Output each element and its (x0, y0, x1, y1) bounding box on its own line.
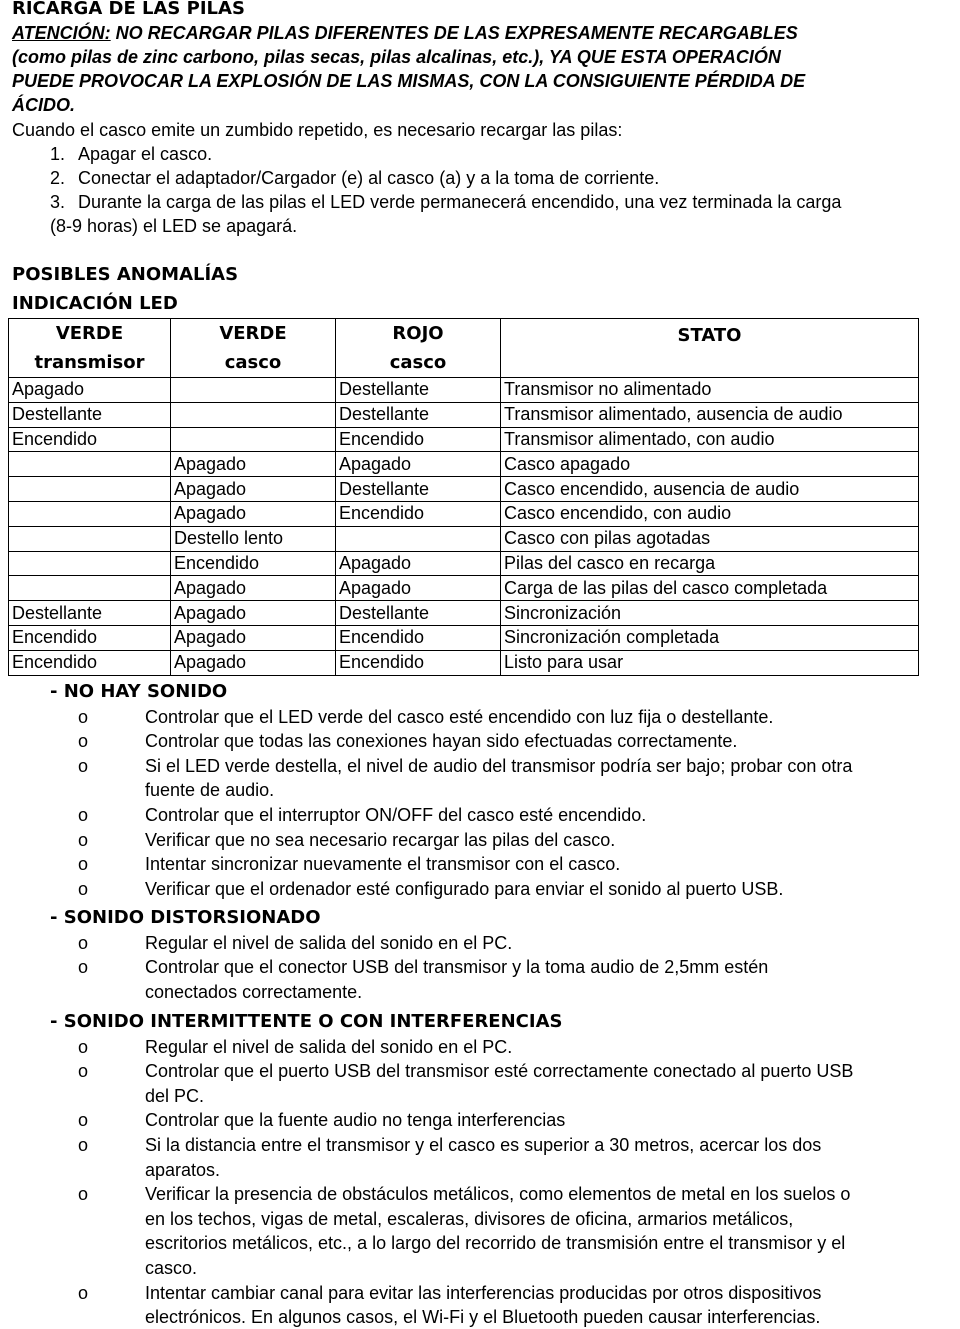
header-line-2: casco (224, 352, 282, 373)
step-2 (50, 166, 659, 190)
warning-line-4: ÁCIDO. (12, 95, 75, 115)
table-body (9, 378, 919, 676)
cell-status: Listo para usar (501, 650, 919, 675)
table-row (9, 378, 919, 403)
bullet-marker: o (78, 706, 89, 727)
cell-status: Transmisor alimentado, ausencia de audio (501, 402, 919, 427)
cell-status: Transmisor alimentado, con audio (501, 427, 919, 452)
list-item-text: Verificar la presencia de obstáculos metálicos, como elementos de metal en los suelos o (145, 1184, 851, 1205)
bullet-marker: o (78, 1184, 89, 1205)
cell-green-transmitter (9, 452, 171, 477)
list-item-text: Regular el nivel de salida del sonido en el PC. (145, 1036, 513, 1057)
bullet-marker: o (78, 854, 89, 875)
header-status (501, 319, 919, 378)
cell-green-transmitter: Encendido (9, 650, 171, 675)
section-heading: - SONIDO DISTORSIONADO (50, 907, 321, 928)
cell-status: Carga de las pilas del casco completada (501, 576, 919, 601)
cell-green-transmitter: Destellante (9, 601, 171, 626)
section-title-recharge: RICARGA DE LAS PILAS (12, 0, 245, 19)
cell-green-headset (171, 378, 336, 403)
cell-status: Casco con pilas agotadas (501, 526, 919, 551)
warning-text-1: NO RECARGAR PILAS DIFERENTES DE LAS EXPRESAMENTE RECARGABLES (110, 23, 798, 43)
header-line-1: VERDE (55, 323, 124, 344)
list-item-text: Controlar que el interruptor ON/OFF del casco esté encendido. (145, 804, 647, 825)
cell-green-headset: Apagado (171, 576, 336, 601)
list-item-text: Regular el nivel de salida del sonido en el PC. (145, 932, 513, 953)
step-1 (50, 142, 212, 166)
section-title-anomalies: POSIBLES ANOMALÍAS (12, 264, 239, 285)
table-row (9, 427, 919, 452)
bullet-marker: o (78, 755, 89, 776)
cell-green-transmitter: Destellante (9, 402, 171, 427)
bullet-marker: o (78, 957, 89, 978)
list-item-text: Controlar que todas las conexiones hayan sido efectuadas correctamente. (145, 731, 738, 752)
cell-status: Pilas del casco en recarga (501, 551, 919, 576)
cell-green-headset: Apagado (171, 650, 336, 675)
bullet-marker: o (78, 1134, 89, 1155)
bullet-marker: o (78, 829, 89, 850)
list-item-text: Controlar que el LED verde del casco esté encendido con luz fija o destellante. (145, 706, 774, 727)
table-row (9, 601, 919, 626)
cell-green-transmitter: Apagado (9, 378, 171, 403)
step-number: 3. (50, 192, 66, 212)
header-green-transmitter (9, 319, 171, 378)
table-row (9, 402, 919, 427)
cell-green-transmitter (9, 551, 171, 576)
cell-green-headset: Encendido (171, 551, 336, 576)
table-row (9, 576, 919, 601)
cell-status: Sincronización completada (501, 625, 919, 650)
step-number: 2. (50, 168, 66, 188)
warning-line-1 (12, 21, 798, 45)
list-item-text: electrónicos. En algunos casos, el Wi-Fi y el Bluetooth pueden causar interferencias. (145, 1307, 821, 1328)
cell-green-headset: Destello lento (171, 526, 336, 551)
cell-red-headset: Destellante (336, 477, 501, 502)
section-heading: - SONIDO INTERMITTENTE O CON INTERFERENCIAS (50, 1011, 563, 1032)
list-item-text: Controlar que el puerto USB del transmisor esté correctamente conectado al puerto USB (145, 1061, 854, 1082)
bullet-marker: o (78, 932, 89, 953)
bullet-marker: o (78, 1061, 89, 1082)
step-text: Conectar el adaptador/Cargador (e) al casco (a) y a la toma de corriente. (78, 168, 660, 188)
list-item-text: casco. (145, 1257, 198, 1278)
list-item-text: fuente de audio. (145, 780, 275, 801)
cell-green-headset: Apagado (171, 601, 336, 626)
intro-text: Cuando el casco emite un zumbido repetido, es necesario recargar las pilas: (12, 120, 623, 140)
bullet-marker: o (78, 1110, 89, 1131)
list-item-text: Verificar que no sea necesario recargar las pilas del casco. (145, 829, 616, 850)
warning-lead: ATENCIÓN: (12, 23, 111, 43)
cell-green-transmitter (9, 576, 171, 601)
step-3-continuation: (8-9 horas) el LED se apagará. (50, 216, 298, 236)
cell-red-headset: Encendido (336, 427, 501, 452)
bullet-marker: o (78, 1282, 89, 1303)
step-text: Apagar el casco. (78, 144, 213, 164)
list-item-text: Verificar que el ordenador esté configurado para enviar el sonido al puerto USB. (145, 878, 784, 899)
header-red-headset (336, 319, 501, 378)
cell-red-headset: Apagado (336, 576, 501, 601)
list-item-text: Si la distancia entre el transmisor y el casco es superior a 30 metros, acercar los dos (145, 1134, 822, 1155)
table-row (9, 625, 919, 650)
list-item-text: del PC. (145, 1085, 205, 1106)
cell-green-headset: Apagado (171, 477, 336, 502)
cell-status: Casco encendido, con audio (501, 501, 919, 526)
cell-green-headset (171, 427, 336, 452)
cell-status: Casco apagado (501, 452, 919, 477)
table-row (9, 526, 919, 551)
bullet-marker: o (78, 804, 89, 825)
cell-red-headset: Destellante (336, 601, 501, 626)
section-title-led: INDICACIÓN LED (12, 293, 178, 314)
led-status-table (8, 318, 919, 676)
warning-line-2: (como pilas de zinc carbono, pilas secas, pilas alcalinas, etc.), YA QUE ESTA OPERACIÓN (12, 47, 781, 67)
cell-green-transmitter: Encendido (9, 427, 171, 452)
bullet-marker: o (78, 731, 89, 752)
header-line-2: transmisor (34, 352, 145, 373)
cell-green-transmitter (9, 526, 171, 551)
header-green-headset (171, 319, 336, 378)
cell-red-headset: Apagado (336, 452, 501, 477)
cell-green-headset: Apagado (171, 452, 336, 477)
list-item-text: Intentar cambiar canal para evitar las interferencias producidas por otros dispositivos (145, 1282, 822, 1303)
table-row (9, 501, 919, 526)
bullet-marker: o (78, 1036, 89, 1057)
table-header-row (9, 319, 919, 378)
step-number: 1. (50, 144, 66, 164)
table-row (9, 452, 919, 477)
header-line-1: VERDE (219, 323, 287, 344)
step-3 (50, 190, 841, 214)
cell-green-headset: Apagado (171, 501, 336, 526)
cell-green-headset (171, 402, 336, 427)
cell-green-transmitter: Encendido (9, 625, 171, 650)
cell-green-headset: Apagado (171, 625, 336, 650)
cell-red-headset: Encendido (336, 501, 501, 526)
cell-status: Sincronización (501, 601, 919, 626)
table-row (9, 650, 919, 675)
list-item-text: Controlar que la fuente audio no tenga interferencias (145, 1110, 566, 1131)
cell-red-headset: Destellante (336, 378, 501, 403)
cell-red-headset: Encendido (336, 650, 501, 675)
table-row (9, 551, 919, 576)
header-line-1: STATO (677, 325, 742, 346)
table-row (9, 477, 919, 502)
cell-red-headset: Destellante (336, 402, 501, 427)
header-line-2: casco (389, 352, 447, 373)
bullet-marker: o (78, 878, 89, 899)
cell-red-headset (336, 526, 501, 551)
list-item-text: escritorios metálicos, etc., a lo largo del recorrido de transmisión entre el transmisor y el (145, 1233, 846, 1254)
section-heading: - NO HAY SONIDO (50, 681, 228, 702)
list-item-text: Controlar que el conector USB del transmisor y la toma audio de 2,5mm estén (145, 957, 769, 978)
cell-status: Transmisor no alimentado (501, 378, 919, 403)
cell-status: Casco encendido, ausencia de audio (501, 477, 919, 502)
header-line-1: ROJO (392, 323, 444, 344)
list-item-text: en los techos, vigas de metal, escaleras, divisores de oficina, armarios metálicos, (145, 1208, 794, 1229)
list-item-text: aparatos. (145, 1159, 221, 1180)
cell-red-headset: Encendido (336, 625, 501, 650)
warning-line-3: PUEDE PROVOCAR LA EXPLOSIÓN DE LAS MISMAS, CON LA CONSIGUIENTE PÉRDIDA DE (12, 71, 806, 91)
list-item-text: Si el LED verde destella, el nivel de audio del transmisor podría ser bajo; probar con otra (145, 755, 853, 776)
cell-green-transmitter (9, 501, 171, 526)
list-item-text: Intentar sincronizar nuevamente el transmisor con el casco. (145, 854, 621, 875)
cell-green-transmitter (9, 477, 171, 502)
list-item-text: conectados correctamente. (145, 981, 363, 1002)
step-text: Durante la carga de las pilas el LED verde permanecerá encendido, una vez terminada la carga (78, 192, 842, 212)
cell-red-headset: Apagado (336, 551, 501, 576)
